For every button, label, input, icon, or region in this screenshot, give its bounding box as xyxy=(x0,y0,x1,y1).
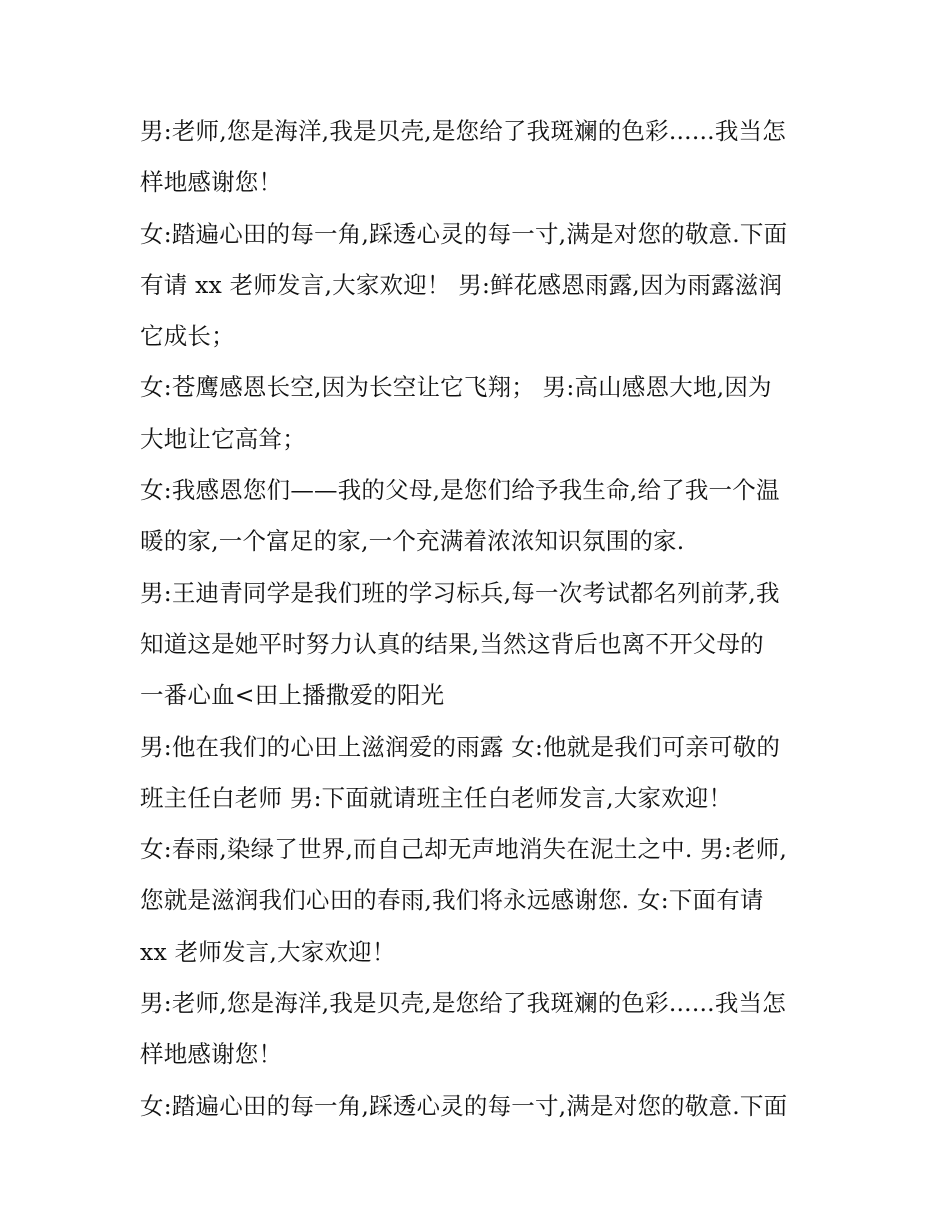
text-line: 暖的家,一个富足的家,一个充满着浓浓知识氛围的家. xyxy=(140,527,685,556)
text-line: 样地感谢您！ xyxy=(140,168,283,197)
text-line: 一番心血<田上播撒爱的阳光 xyxy=(140,681,445,710)
text-line: 样地感谢您！ xyxy=(140,1040,283,1069)
text-line: 大地让它高耸； xyxy=(140,424,306,453)
text-line: 班主任白老师 男:下面就请班主任白老师发言,大家欢迎！ xyxy=(140,783,733,812)
text-line: 女:我感恩您们——我的父母,是您们给予我生命,给了我一个温 xyxy=(140,476,780,505)
text-line: 有请 xx 老师发言,大家欢迎！ 男:鲜花感恩雨露,因为雨露滋润 xyxy=(140,270,783,299)
text-line: 女:苍鹰感恩长空,因为长空让它飞翔； 男:高山感恩大地,因为 xyxy=(140,373,772,402)
text-line: 您就是滋润我们心田的春雨,我们将永远感谢您. 女:下面有请 xyxy=(140,886,764,915)
text-line: 男:王迪青同学是我们班的学习标兵,每一次考试都名列前茅,我 xyxy=(140,578,780,607)
text-line: 男:老师,您是海洋,我是贝壳,是您给了我斑斓的色彩......我当怎 xyxy=(140,117,786,145)
text-line: 知道这是她平时努力认真的结果,当然这背后也离不开父母的 xyxy=(140,629,764,658)
text-line: 女:春雨,染绿了世界,而自己却无声地消失在泥土之中. 男:老师, xyxy=(140,835,788,864)
text-line: 男:他在我们的心田上滋润爱的雨露 女:他就是我们可亲可敬的 xyxy=(140,732,781,761)
text-line: 男:老师,您是海洋,我是贝壳,是您给了我斑斓的色彩......我当怎 xyxy=(140,989,786,1018)
text-line: 女:踏遍心田的每一角,踩透心灵的每一寸,满是对您的敬意.下面 xyxy=(140,219,788,248)
text-line: 女:踏遍心田的每一角,踩透心灵的每一寸,满是对您的敬意.下面 xyxy=(140,1091,788,1120)
document-body xyxy=(140,106,820,1132)
text-line: xx 老师发言,大家欢迎！ xyxy=(140,937,396,966)
text-line: 它成长； xyxy=(140,322,235,351)
